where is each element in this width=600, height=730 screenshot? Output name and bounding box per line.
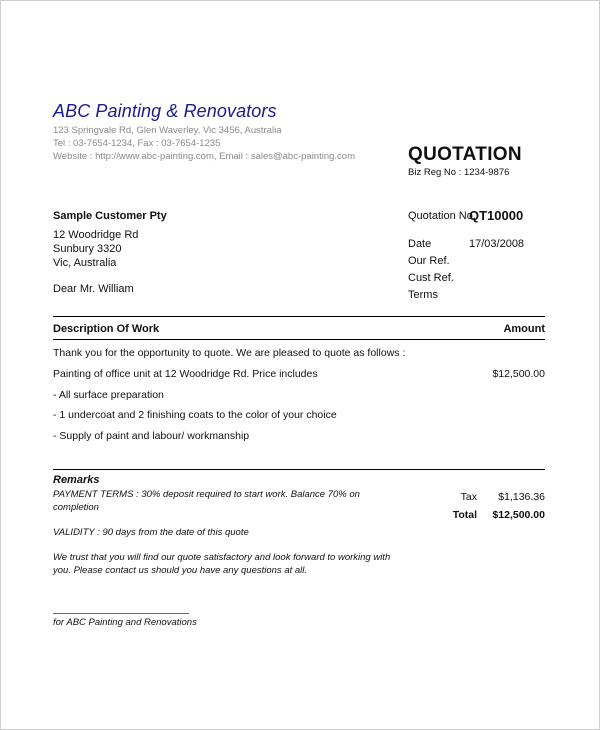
description-header: Description Of Work (53, 323, 160, 335)
amount-header: Amount (503, 323, 545, 335)
customer-street: 12 Woodridge Rd (53, 229, 139, 241)
payment-terms-cont: completion (53, 502, 99, 513)
customer-region: Vic, Australia (53, 257, 117, 269)
remarks-rule (53, 469, 545, 470)
company-address: 123 Springvale Rd, Glen Waverley, Vic 3456, Australia (53, 125, 282, 136)
tax-label: Tax (460, 491, 477, 503)
our-ref-label: Our Ref. (408, 255, 450, 267)
biz-reg-no: Biz Reg No : 1234-9876 (408, 167, 510, 178)
customer-city: Sunbury 3320 (53, 243, 122, 255)
intro-text: Thank you for the opportunity to quote. We are pleased to quote as follows : (53, 347, 406, 359)
tax-value: $1,136.36 (498, 491, 545, 503)
remarks-title: Remarks (53, 474, 100, 486)
payment-terms: PAYMENT TERMS : 30% deposit required to start work. Balance 70% on (53, 489, 360, 500)
date-value: 17/03/2008 (469, 238, 525, 250)
date-label: Date (408, 238, 432, 250)
greeting: Dear Mr. William (53, 283, 134, 295)
total-label: Total (452, 509, 477, 521)
line-item-amount: $12,500.00 (492, 368, 545, 380)
cust-ref-label: Cust Ref. (408, 272, 454, 284)
closing-line-1: We trust that you will find our quote satisfactory and look forward to working with (53, 552, 391, 563)
total-value: $12,500.00 (492, 509, 545, 521)
line-item-description: Painting of office unit at 12 Woodridge Rd. Price includes (53, 368, 318, 380)
customer-name: Sample Customer Pty (53, 210, 167, 222)
table-header-rule (53, 339, 545, 340)
signature-line (53, 613, 189, 614)
validity: VALIDITY : 90 days from the date of this quote (53, 527, 249, 538)
list-item: - All surface preparation (53, 389, 164, 401)
terms-label: Terms (408, 289, 438, 301)
closing-line-2: you. Please contact us should you have any questions at all. (53, 565, 308, 576)
company-name: ABC Painting & Renovators (53, 101, 277, 121)
document-title: QUOTATION (408, 144, 522, 165)
signature-caption: for ABC Painting and Renovations (53, 617, 197, 628)
quotation-no-label: Quotation No. (408, 210, 476, 222)
list-item: - Supply of paint and labour/ workmanship (53, 430, 250, 442)
quotation-no-value: QT10000 (469, 208, 524, 223)
list-item: - 1 undercoat and 2 finishing coats to the color of your choice (53, 409, 337, 421)
company-web: Website : http://www.abc-painting.com, Email : sales@abc-painting.com (53, 151, 355, 162)
company-contact: Tel : 03-7654-1234, Fax : 03-7654-1235 (53, 138, 221, 149)
table-top-rule (53, 316, 545, 317)
